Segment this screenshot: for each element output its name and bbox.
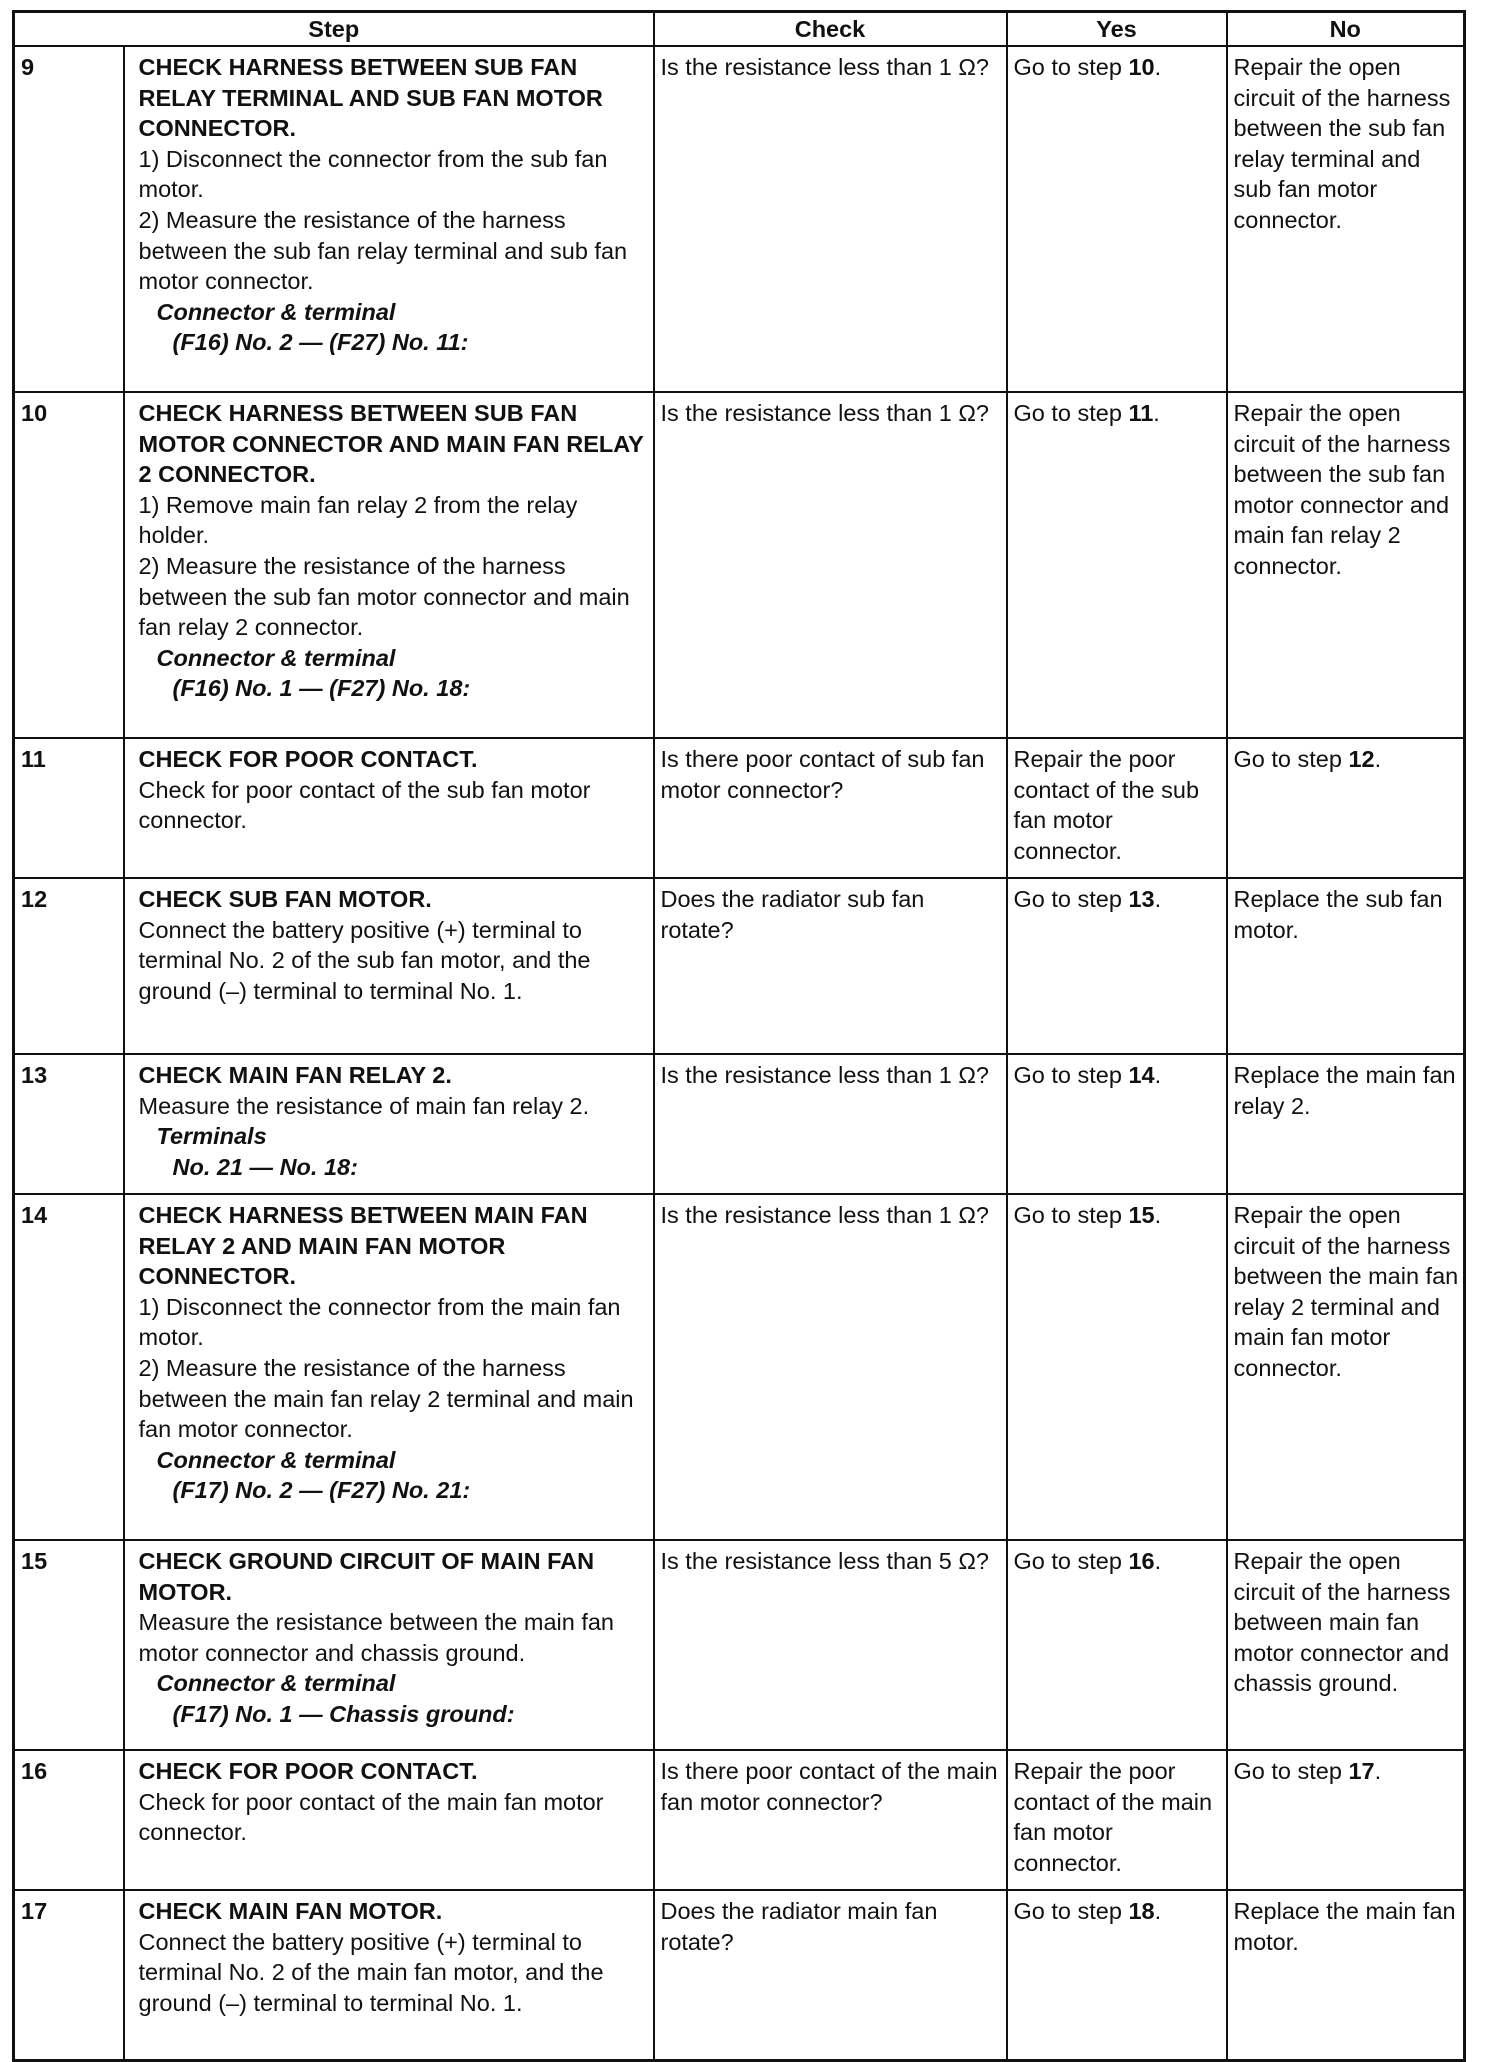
yes-text: Go to step [1013, 54, 1129, 80]
step-title: CHECK MAIN FAN RELAY 2. [138, 1062, 452, 1088]
yes-text: Repair the poor contact of the main fan motor connector. [1013, 1758, 1213, 1876]
step-title: CHECK GROUND CIRCUIT OF MAIN FAN MOTOR. [138, 1548, 595, 1605]
connector-terminal-label: Connector & terminal [156, 1670, 396, 1697]
yes-step-ref: 13 [1128, 886, 1155, 912]
yes-step-ref: 15 [1128, 1202, 1155, 1228]
connector-terminal-value: (F17) No. 1 — Chassis ground: [172, 1700, 515, 1727]
table-row [14, 1750, 1465, 1890]
yes-cell [1007, 46, 1227, 392]
yes-period: . [1153, 400, 1160, 426]
yes-step-ref: 18 [1128, 1898, 1155, 1924]
yes-period: . [1154, 1548, 1162, 1574]
table-row [14, 738, 1465, 878]
no-text: Repair the open circuit of the harness between the main fan relay 2 terminal and main fan motor connector. [1233, 1202, 1459, 1381]
no-text: Repair the open circuit of the harness between the sub fan motor connector and main fan relay 2 connector. [1233, 400, 1451, 579]
no-period: . [1374, 1758, 1382, 1784]
yes-step-ref: 10 [1128, 54, 1155, 80]
header-yes: Yes [1007, 12, 1227, 47]
yes-text: Go to step [1013, 1062, 1129, 1088]
step-instruction: Connect the battery positive (+) terminal to terminal No. 2 of the sub fan motor, and the ground (–) terminal to terminal No. 1. [138, 916, 591, 1004]
step-cell [124, 738, 654, 878]
no-text: Replace the main fan relay 2. [1233, 1062, 1456, 1119]
step-instruction: Check for poor contact of the main fan motor connector. [138, 1788, 604, 1846]
yes-cell [1007, 738, 1227, 878]
yes-cell [1007, 1750, 1227, 1890]
no-cell [1227, 1194, 1465, 1540]
no-period: . [1374, 746, 1382, 772]
step-title: CHECK FOR POOR CONTACT. [138, 1758, 478, 1784]
step-instruction: 1) Remove main fan relay 2 from the relay holder. [138, 491, 578, 549]
yes-period: . [1154, 1062, 1162, 1088]
connector-terminal-value: (F17) No. 2 — (F27) No. 21: [172, 1477, 471, 1504]
table-row [14, 46, 1465, 392]
step-title: CHECK HARNESS BETWEEN SUB FAN RELAY TERMINAL AND SUB FAN MOTOR CONNECTOR. [138, 54, 603, 142]
no-text: Replace the main fan motor. [1233, 1898, 1456, 1955]
no-cell [1227, 1054, 1465, 1194]
check-cell: Does the radiator sub fan rotate? [654, 878, 1007, 1054]
no-cell [1227, 1540, 1465, 1750]
step-title: CHECK MAIN FAN MOTOR. [138, 1898, 443, 1924]
no-cell [1227, 46, 1465, 392]
check-cell: Is the resistance less than 1 Ω? [654, 392, 1007, 738]
no-cell [1227, 878, 1465, 1054]
step-title: CHECK HARNESS BETWEEN SUB FAN MOTOR CONNECTOR AND MAIN FAN RELAY 2 CONNECTOR. [138, 400, 644, 488]
header-step: Step [14, 12, 654, 47]
step-instruction: 1) Disconnect the connector from the sub fan motor. [138, 145, 608, 203]
step-number: 11 [14, 738, 124, 878]
no-text: Go to step [1233, 746, 1349, 772]
table-row [14, 1890, 1465, 2060]
check-cell: Is there poor contact of sub fan motor connector? [654, 738, 1007, 878]
step-number: 9 [14, 46, 124, 392]
step-instruction: Check for poor contact of the sub fan motor connector. [138, 776, 591, 834]
step-instruction: Measure the resistance between the main fan motor connector and chassis ground. [138, 1609, 614, 1666]
table-body [14, 46, 1465, 2060]
step-number: 16 [14, 1750, 124, 1890]
no-step-ref: 17 [1348, 1758, 1375, 1784]
connector-terminal-label: Connector & terminal [156, 644, 396, 671]
check-cell: Does the radiator main fan rotate? [654, 1890, 1007, 2060]
no-cell [1227, 738, 1465, 878]
no-cell [1227, 1750, 1465, 1890]
yes-text: Go to step [1013, 1898, 1129, 1924]
check-cell: Is the resistance less than 1 Ω? [654, 46, 1007, 392]
step-cell [124, 878, 654, 1054]
step-cell [124, 1540, 654, 1750]
yes-period: . [1154, 54, 1162, 80]
table-row [14, 392, 1465, 738]
diagnostic-table [12, 10, 1466, 2062]
step-cell [124, 46, 654, 392]
step-instruction: 2) Measure the resistance of the harness between the main fan relay 2 terminal and main fan motor connector. [138, 1354, 634, 1443]
table-header-row [14, 12, 1465, 47]
step-instruction: 2) Measure the resistance of the harness between the sub fan motor connector and main fan relay 2 connector. [138, 552, 630, 641]
yes-text: Go to step [1013, 1548, 1129, 1574]
step-cell [124, 1194, 654, 1540]
table-row [14, 1540, 1465, 1750]
step-number: 15 [14, 1540, 124, 1750]
yes-step-ref: 14 [1128, 1062, 1155, 1088]
connector-terminal-value: No. 21 — No. 18: [172, 1153, 358, 1180]
check-cell: Is there poor contact of the main fan motor connector? [654, 1750, 1007, 1890]
step-title: CHECK HARNESS BETWEEN MAIN FAN RELAY 2 AND MAIN FAN MOTOR CONNECTOR. [138, 1202, 588, 1290]
step-title: CHECK FOR POOR CONTACT. [138, 746, 478, 772]
yes-cell [1007, 392, 1227, 738]
table-row [14, 878, 1465, 1054]
yes-cell [1007, 1054, 1227, 1194]
no-text: Repair the open circuit of the harness between the sub fan relay terminal and sub fan motor connector. [1233, 54, 1451, 233]
yes-cell [1007, 1194, 1227, 1540]
yes-period: . [1154, 886, 1162, 912]
yes-step-ref: 11 [1128, 400, 1154, 426]
yes-text: Go to step [1013, 886, 1129, 912]
no-text: Replace the sub fan motor. [1233, 886, 1443, 943]
yes-period: . [1154, 1202, 1162, 1228]
no-text: Go to step [1233, 1758, 1349, 1784]
step-number: 17 [14, 1890, 124, 2060]
step-cell [124, 1750, 654, 1890]
table-row [14, 1054, 1465, 1194]
step-number: 13 [14, 1054, 124, 1194]
connector-terminal-label: Connector & terminal [156, 1446, 396, 1473]
yes-cell [1007, 1890, 1227, 2060]
step-number: 12 [14, 878, 124, 1054]
header-no: No [1227, 12, 1465, 47]
table-row [14, 1194, 1465, 1540]
step-instruction: Measure the resistance of main fan relay 2. [138, 1092, 590, 1119]
yes-step-ref: 16 [1128, 1548, 1155, 1574]
yes-cell [1007, 878, 1227, 1054]
step-cell [124, 392, 654, 738]
connector-terminal-label: Terminals [156, 1123, 267, 1150]
no-text: Repair the open circuit of the harness between main fan motor connector and chassis ground. [1233, 1548, 1451, 1697]
no-cell [1227, 1890, 1465, 2060]
step-cell [124, 1890, 654, 2060]
header-check: Check [654, 12, 1007, 47]
check-cell: Is the resistance less than 1 Ω? [654, 1054, 1007, 1194]
step-number: 10 [14, 392, 124, 738]
check-cell: Is the resistance less than 1 Ω? [654, 1194, 1007, 1540]
check-cell: Is the resistance less than 5 Ω? [654, 1540, 1007, 1750]
yes-text: Go to step [1013, 1202, 1129, 1228]
step-cell [124, 1054, 654, 1194]
connector-terminal-label: Connector & terminal [156, 298, 396, 325]
step-instruction: Connect the battery positive (+) terminal to terminal No. 2 of the main fan motor, and the ground (–) terminal to terminal No. 1. [138, 1928, 604, 2016]
yes-text: Go to step [1013, 400, 1129, 426]
step-instruction: 2) Measure the resistance of the harness between the sub fan relay terminal and sub fan motor connector. [138, 206, 628, 295]
step-instruction: 1) Disconnect the connector from the main fan motor. [138, 1293, 621, 1351]
no-cell [1227, 392, 1465, 738]
connector-terminal-value: (F16) No. 2 — (F27) No. 11: [172, 329, 469, 356]
yes-period: . [1154, 1898, 1162, 1924]
connector-terminal-value: (F16) No. 1 — (F27) No. 18: [172, 675, 471, 702]
step-number: 14 [14, 1194, 124, 1540]
step-title: CHECK SUB FAN MOTOR. [138, 886, 432, 912]
yes-text: Repair the poor contact of the sub fan motor connector. [1013, 746, 1200, 864]
yes-cell [1007, 1540, 1227, 1750]
no-step-ref: 12 [1348, 746, 1375, 772]
